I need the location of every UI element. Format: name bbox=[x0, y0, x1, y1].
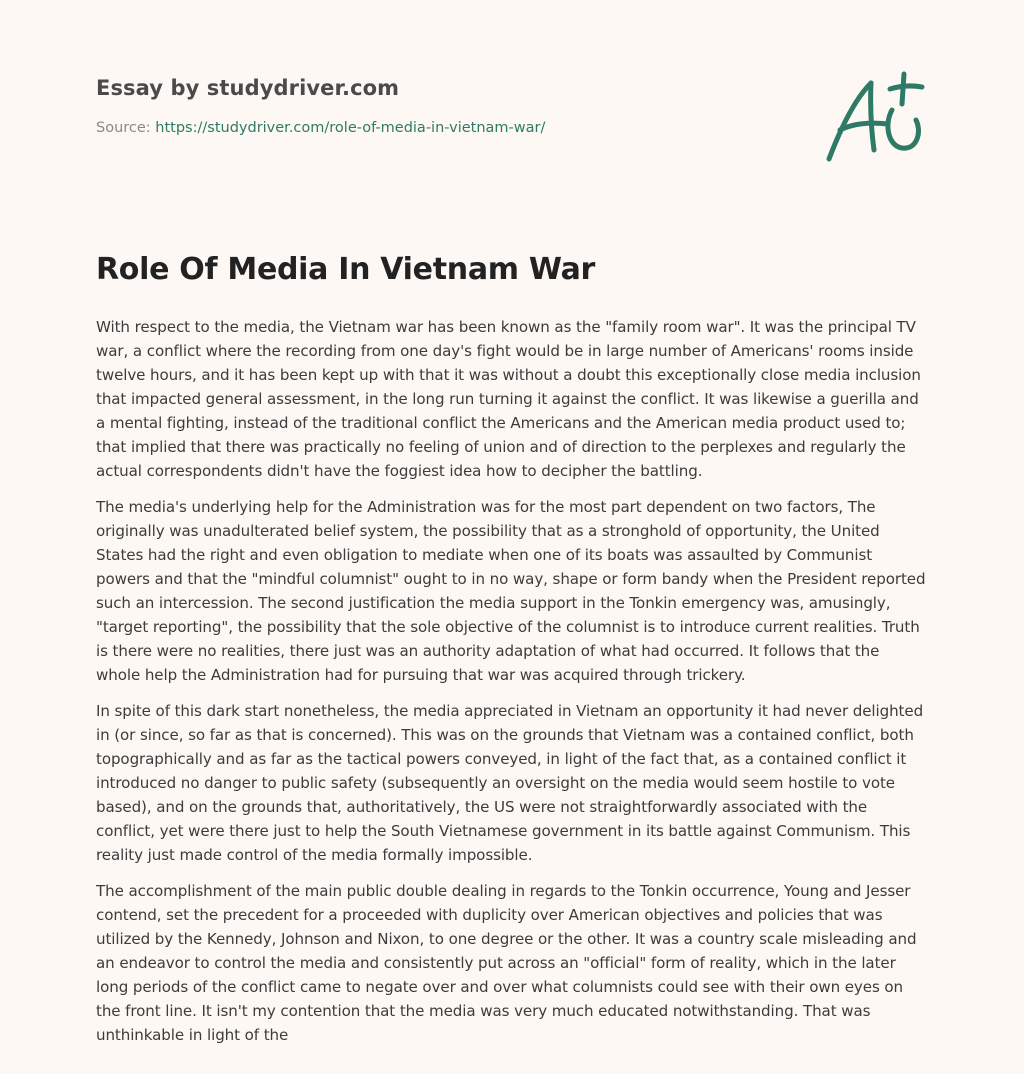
essay-paragraph: With respect to the media, the Vietnam war has been known as the "family room war". It was the principal TV war, a conflict where the recording from one day's fight would be in large number of Americans' rooms inside twelve hours, and it has been kept up with that it was without a doubt this exceptionally close media inclusion that impacted general assessment, in the long run turning it against the conflict. It was likewise a guerilla and a mental fighting, instead of the traditional conflict the Americans and the American media product used to; that implied that there was practically no feeling of union and of direction to the perplexes and regularly the actual correspondents didn't have the foggiest idea how to decipher the battling. bbox=[96, 318, 921, 480]
source-line bbox=[96, 120, 796, 136]
essay-paragraph: In spite of this dark start nonetheless, the media appreciated in Vietnam an opportunity it had never delighted in (or since, so far as that is concerned). This was on the grounds that Vietnam was a contained conflict, both topographically and as far as the tactical powers conveyed, in light of the fact that, as a contained conflict it introduced no danger to public safety (subsequently an oversight on the media would seem hostile to vote based), and on the grounds that, authoritatively, the US were not straightforwardly associated with the conflict, yet were there just to help the South Vietnamese government in its battle against Communism. This reality just made control of the media formally impossible. bbox=[96, 702, 924, 864]
essay-paragraph: The media's underlying help for the Administration was for the most part dependent on two factors, The originally was unadulterated belief system, the possibility that as a stronghold of opportunity, the United States had the right and even obligation to mediate when one of its boats was assaulted by Communist powers and that the "mindful columnist" ought to in no way, shape or form bandy when the President reported such an intercession. The second justification the media support in the Tonkin emergency was, amusingly, "target reporting", the possibility that the sole objective of the columnist is to introduce current realities. Truth is there were no realities, there just was an authority adaptation of what had occurred. It follows that the whole help the Administration had for pursuing that war was acquired through trickery. bbox=[96, 498, 926, 684]
source-link[interactable]: https://studydriver.com/role-of-media-in-vietnam-war/ bbox=[155, 120, 546, 136]
source-label: Source: bbox=[96, 120, 156, 136]
brand-title: Essay by studydriver.com bbox=[96, 76, 400, 100]
essay-body bbox=[96, 315, 928, 1059]
a-plus-logo-icon bbox=[818, 66, 930, 166]
essay-paragraph: The accomplishment of the main public double dealing in regards to the Tonkin occurrence, Young and Jesser contend, set the precedent for a proceeded with duplicity over American objectives and policies that was utilized by the Kennedy, Johnson and Nixon, to one degree or the other. It was a country scale misleading and an endeavor to control the media and consistently put across an "official" form of reality, which in the later long periods of the conflict came to negate over and over what columnists could see with their own eyes on the front line. It isn't my contention that the media was very much educated notwithstanding. That was unthinkable in light of the bbox=[96, 882, 917, 1044]
page-header bbox=[96, 76, 796, 136]
essay-title: Role Of Media In Vietnam War bbox=[96, 252, 596, 287]
